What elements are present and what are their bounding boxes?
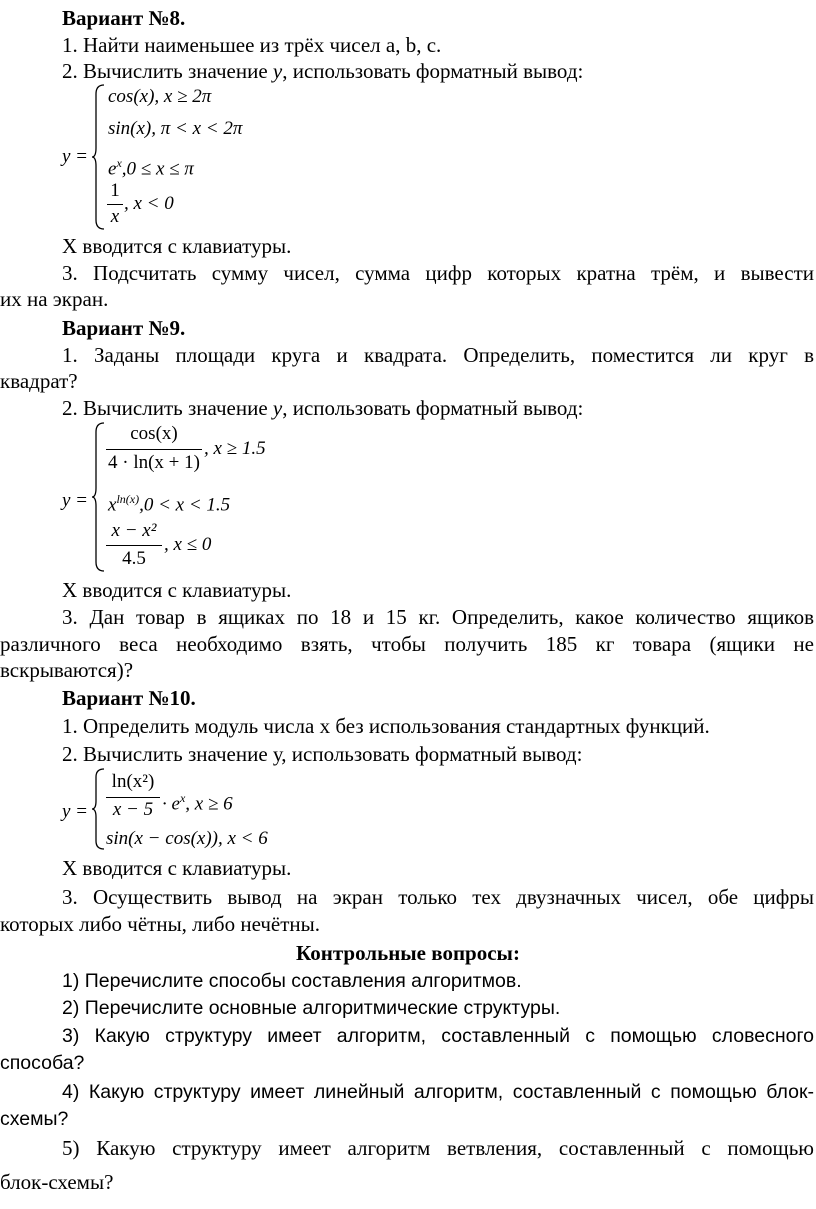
question-4-cont: схемы? <box>0 1108 69 1130</box>
left-brace-icon <box>92 422 106 572</box>
formula-case-4-numerator: 1 <box>110 180 120 201</box>
formula-case-3-condition: , x ≤ 0 <box>164 534 212 555</box>
variant-8-task-3: 3. Подсчитать сумму чисел, сумма цифр которых кратна трём, и вывести <box>62 261 814 285</box>
question-5-cont: блок-схемы? <box>0 1170 114 1194</box>
question-1: 1) Перечислите способы составления алгоритмов. <box>62 970 522 992</box>
formula-case-1: cos(x), x ≥ 2π <box>108 86 212 107</box>
formula-case-1-numerator: ln(x²) <box>111 771 155 792</box>
formula-case-1-condition: , x ≥ 1.5 <box>204 438 266 459</box>
question-2: 2) Перечислите основные алгоритмические структуры. <box>62 997 561 1019</box>
variant-10-task-3: 3. Осуществить вывод на экран только тех двузначных чисел, обе цифры <box>62 885 814 909</box>
formula-case-4-denominator: x <box>110 206 120 227</box>
formula-case-3-denominator: 4.5 <box>122 548 146 569</box>
variant-10-task-3-cont: которых либо чётны, либо нечётны. <box>0 912 321 936</box>
variant-8-title: Вариант №8. <box>62 6 186 30</box>
question-4: 4) Какую структуру имеет линейный алгоритм, составленный с помощью блок- <box>62 1081 814 1103</box>
variant-9-keyboard-note: X вводится с клавиатуры. <box>62 578 292 602</box>
variant-8-task-1: 1. Найти наименьшее из трёх чисел a, b, c. <box>62 33 442 57</box>
formula-case-4-condition: , x < 0 <box>124 193 174 214</box>
left-brace-icon <box>92 768 106 850</box>
variant-9-task-3-end: вскрываются)? <box>0 658 134 682</box>
formula-lhs: y = <box>62 801 89 822</box>
formula-case-3: $e^x,0 \le x \le \pi$ <box>108 156 194 180</box>
variant-8-task-3-cont: их на экран. <box>0 287 109 311</box>
variant-9-task-3-cont: различного веса необходимо взять, чтобы получить 185 кг товара (ящики не <box>0 632 814 656</box>
formula-case-3-numerator: x − x² <box>111 520 157 541</box>
variant-10-title: Вариант №10. <box>62 686 196 710</box>
left-brace-icon <box>92 84 106 230</box>
formula-lhs: y = <box>62 146 89 167</box>
fraction-bar <box>106 449 202 450</box>
question-5: 5) Какую структуру имеет алгоритм ветвления, составленный с помощью <box>62 1136 814 1160</box>
variant-8-task-2: 2. Вычислить значение y, использовать форматный вывод: <box>62 59 584 83</box>
variant-9-task-1: 1. Заданы площади круга и квадрата. Определить, поместится ли круг в <box>62 343 814 367</box>
formula-case-2: sin(x − cos(x)), x < 6 <box>106 828 268 849</box>
questions-title: Контрольные вопросы: <box>296 941 520 965</box>
variant-10-task-2: 2. Вычислить значение у, использовать форматный вывод: <box>62 742 583 766</box>
variant-10-keyboard-note: X вводится с клавиатуры. <box>62 856 292 880</box>
variant-8-keyboard-note: X вводится с клавиатуры. <box>62 234 292 258</box>
formula-case-1-tail: · $e^x$, x ≥ 6 <box>162 791 233 815</box>
variant-9-task-3: 3. Дан товар в ящиках по 18 и 15 кг. Определить, какое количество ящиков <box>62 605 814 629</box>
formula-case-1-numerator: cos(x) <box>130 423 178 444</box>
formula-case-1-denominator: x − 5 <box>112 799 154 820</box>
question-3: 3) Какую структуру имеет алгоритм, составленный с помощью словесного <box>62 1025 814 1047</box>
variant-9-title: Вариант №9. <box>62 316 186 340</box>
formula-case-1-denominator: 4 · ln(x + 1) <box>108 452 200 473</box>
formula-lhs: y = <box>62 490 89 511</box>
variant-10-task-1: 1. Определить модуль числа х без использования стандартных функций. <box>62 714 710 738</box>
variant-9-task-1-cont: квадрат? <box>0 369 78 393</box>
formula-case-2: $x^{ln(x)},0 < x < 1.5$ <box>108 492 231 516</box>
formula-case-2: sin(x), π < x < 2π <box>108 118 243 139</box>
question-3-cont: способа? <box>0 1052 85 1074</box>
fraction-bar <box>106 545 162 546</box>
variant-9-task-2: 2. Вычислить значение y, использовать форматный вывод: <box>62 396 584 420</box>
